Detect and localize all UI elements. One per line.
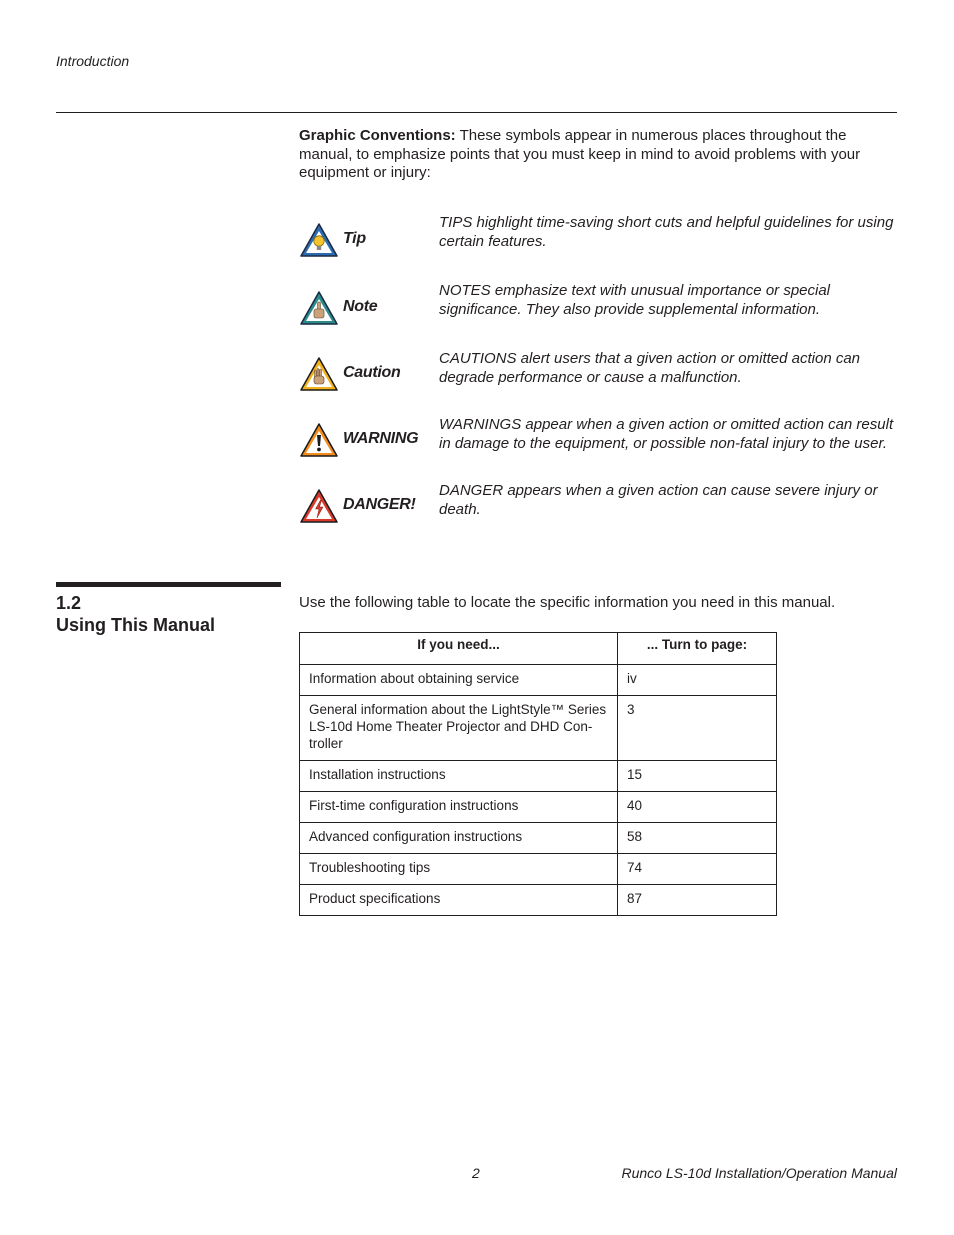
- convention-label: Note: [343, 298, 378, 315]
- stop-hand-icon: [299, 356, 339, 392]
- table-cell-topic: Installation instructions: [300, 761, 618, 792]
- convention-label: Tip: [343, 230, 366, 247]
- table-row: [300, 823, 777, 854]
- table-row: [300, 696, 777, 761]
- convention-label: WARNING: [343, 430, 419, 447]
- section-rule: [56, 582, 281, 587]
- convention-text: WARNINGS appear when a given action or omitted action can result in damage to the equipment, or possible non-fatal injury to the user.: [439, 416, 894, 452]
- section-intro: Use the following table to locate the specific information you need in this manual.: [299, 594, 836, 611]
- table-cell-page: 87: [618, 885, 777, 916]
- table-cell-page: 3: [618, 696, 777, 761]
- graphic-conventions-text: These symbols appear in numerous places throughout the manual, to emphasize points that you must keep in mind to avoid problems with your equipment or injury:: [299, 127, 861, 181]
- table-cell-page: 40: [618, 792, 777, 823]
- column-header: If you need...: [300, 633, 618, 665]
- table-cell-page: 74: [618, 854, 777, 885]
- table-row: [300, 792, 777, 823]
- table-cell-page: iv: [618, 665, 777, 696]
- table-row: [300, 665, 777, 696]
- lightning-icon: [299, 488, 339, 524]
- table-cell-topic: Product specifications: [300, 885, 618, 916]
- graphic-conventions-intro: [299, 127, 889, 183]
- table-cell-topic: Advanced configuration instructions: [300, 823, 618, 854]
- table-cell-page: 15: [618, 761, 777, 792]
- convention-label: Caution: [343, 364, 401, 381]
- table-cell-topic: General information about the LightStyle™ Series LS-10d Home Theater Projector and DHD Con-troller: [300, 696, 618, 761]
- table-row: [300, 854, 777, 885]
- convention-text: TIPS highlight time-saving short cuts and helpful guidelines for using certain features.: [439, 214, 894, 250]
- table-cell-page: 58: [618, 823, 777, 854]
- exclamation-icon: [299, 422, 339, 458]
- convention-text: DANGER appears when a given action can cause severe injury or death.: [439, 482, 878, 518]
- page-reference-table: [299, 632, 777, 916]
- table-cell-topic: Troubleshooting tips: [300, 854, 618, 885]
- table-cell-topic: First-time configuration instructions: [300, 792, 618, 823]
- page-number: 2: [472, 1165, 480, 1181]
- manual-title: Runco LS-10d Installation/Operation Manual: [621, 1165, 897, 1181]
- table-row: [300, 885, 777, 916]
- header-rule: [56, 112, 897, 113]
- convention-label: DANGER!: [343, 496, 416, 513]
- section-number: 1.2: [56, 593, 82, 613]
- pointing-hand-icon: [299, 290, 339, 326]
- table-header-row: [300, 633, 777, 665]
- graphic-conventions-lead: Graphic Conventions:: [299, 127, 456, 144]
- table-row: [300, 761, 777, 792]
- running-header: Introduction: [56, 53, 130, 69]
- column-header: ... Turn to page:: [618, 633, 777, 665]
- section-title: Using This Manual: [56, 615, 216, 635]
- lightbulb-icon: [299, 222, 339, 258]
- convention-text: CAUTIONS alert users that a given action or omitted action can degrade performance or cause a malfunction.: [439, 350, 861, 386]
- table-cell-topic: Information about obtaining service: [300, 665, 618, 696]
- convention-text: NOTES emphasize text with unusual importance or special significance. They also provide supplemental information.: [439, 282, 831, 318]
